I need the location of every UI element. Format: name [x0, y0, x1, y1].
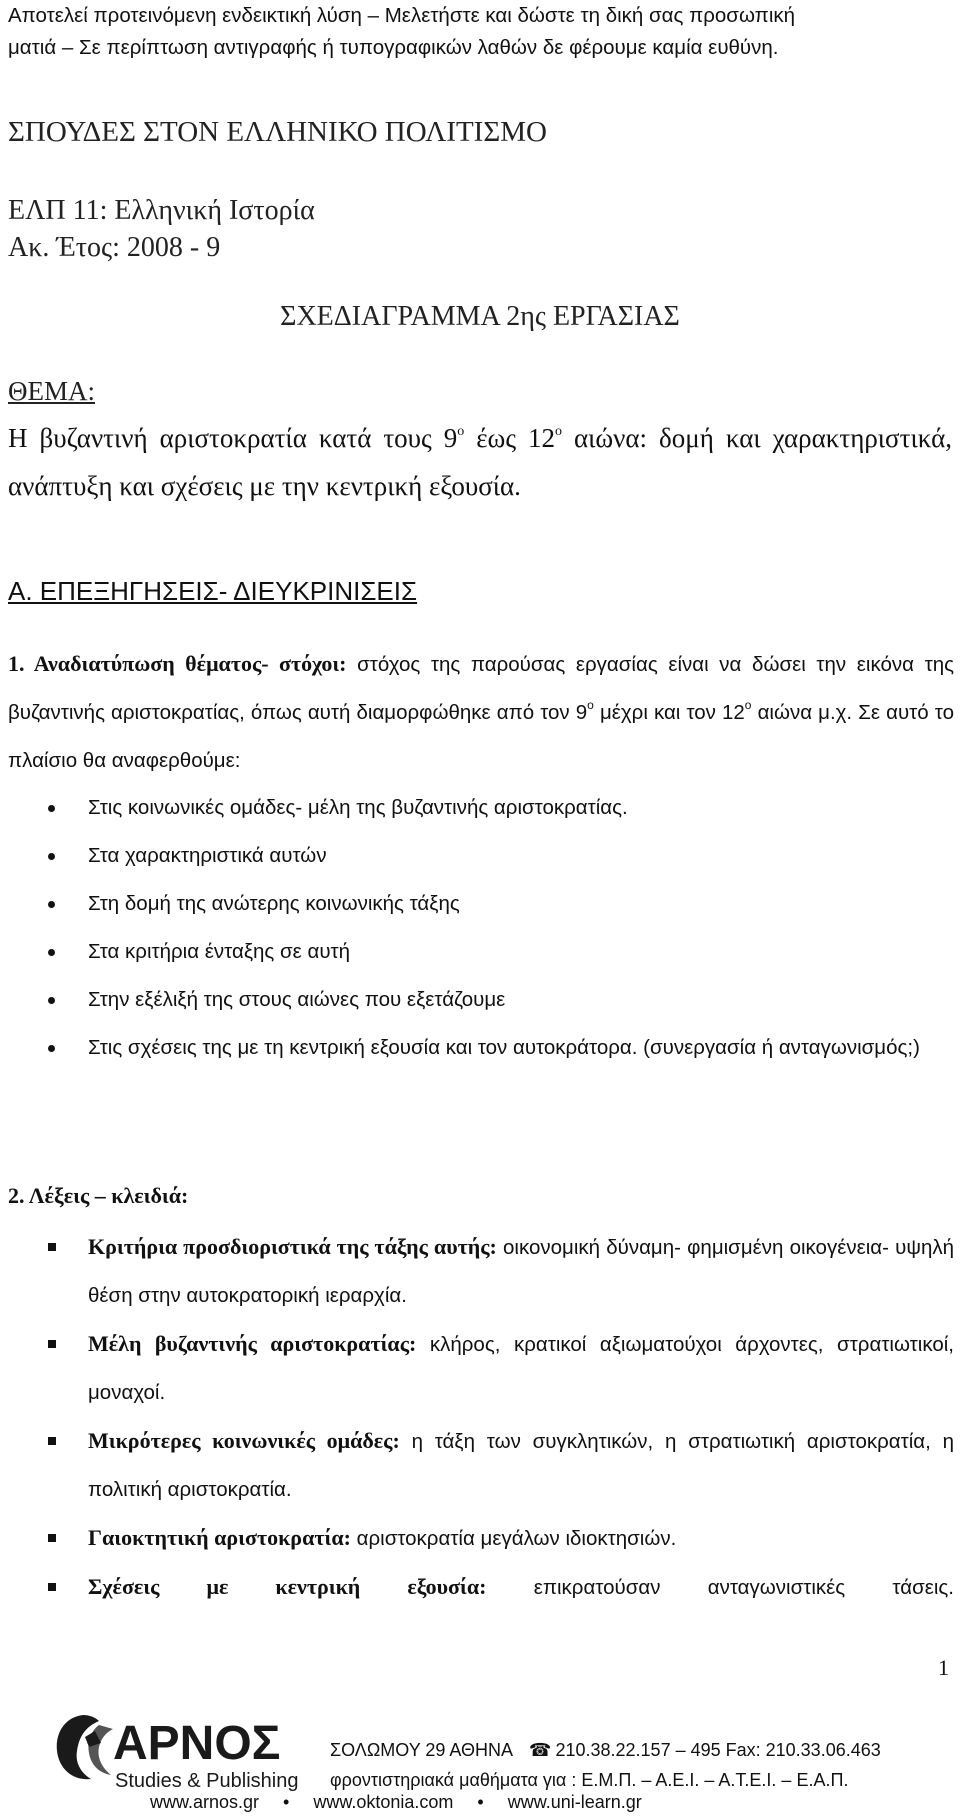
footer-tutoring: φροντιστηριακά μαθήματα για : Ε.Μ.Π. – Α.Ε.Ι. – Α.Τ.Ε.Ι. – Ε.Α.Π.	[330, 1770, 849, 1790]
logo-text: ΑΡΝΟΣ	[113, 1717, 281, 1770]
keyword-term: Σχέσεις με κεντρική εξουσία:	[88, 1574, 487, 1599]
theme-text-part: Η βυζαντινή αριστοκρατία κατά τους 9	[8, 423, 458, 453]
list-item	[8, 832, 954, 880]
keyword-term: Μικρότερες κοινωνικές ομάδες:	[88, 1428, 400, 1453]
disclaimer-line: ματιά – Σε περίπτωση αντιγραφής ή τυπογραφικών λαθών δε φέρουμε καμία ευθύνη.	[8, 36, 779, 59]
keyword-item	[8, 1417, 954, 1514]
keyword-text: κλήρος, κρατικοί αξιωματούχοι άρχοντες, στρατιωτικοί, μοναχοί.	[88, 1333, 954, 1404]
square-bullet-icon	[48, 1583, 56, 1591]
footer-address: ΣΟΛΩΜΟΥ 29 ΑΘΗΝΑ	[330, 1740, 514, 1760]
topics-list	[8, 784, 954, 1072]
keyword-term: Κριτήρια προσδιοριστικά της τάξης αυτής:	[88, 1234, 497, 1259]
keyword-item	[8, 1223, 954, 1320]
bullet-separator-icon: •	[477, 1792, 484, 1812]
list-item	[8, 1024, 954, 1072]
arnos-logo	[55, 1707, 315, 1797]
theme-label: ΘΕΜΑ:	[8, 376, 95, 406]
disclaimer-line: Αποτελεί προτεινόμενη ενδεικτική λύση – Μελετήστε και δώστε τη δική σας προσωπική	[8, 4, 796, 27]
phone-icon: ☎	[529, 1740, 552, 1760]
footer-contact	[330, 1735, 940, 1795]
theme-text-part: έως 12	[464, 423, 556, 453]
square-bullet-icon	[48, 1437, 56, 1445]
module-title: ΕΛΠ 11: Ελληνική Ιστορία	[8, 195, 315, 226]
keyword-text: οικονομική δύναμη- φημισμένη οικογένεια- υψηλή θέση στην αυτοκρατορική ιεραρχία.	[88, 1236, 955, 1307]
list-item-text: Στην εξέλιξή της στους αιώνες που εξετάζουμε	[88, 988, 506, 1011]
bullet-icon	[48, 901, 55, 908]
square-bullet-icon	[48, 1534, 56, 1542]
list-item	[8, 784, 954, 832]
point1-heading: 1. Αναδιατύπωση θέματος- στόχοι:	[8, 651, 347, 676]
point1-paragraph	[8, 640, 954, 785]
theme-text-part: αιώνα: δομή και χαρακτηριστικά, ανάπτυξη και σχέσεις με την κεντρική εξουσία.	[8, 423, 952, 501]
keyword-term: Γαιοκτητική αριστοκρατία:	[88, 1525, 351, 1550]
bullet-icon	[48, 949, 55, 956]
academic-year: Ακ. Έτος: 2008 - 9	[8, 232, 221, 263]
list-item	[8, 976, 954, 1024]
website-link[interactable]: www.oktonia.com	[313, 1792, 454, 1812]
bullet-icon	[48, 853, 55, 860]
bullet-icon	[48, 997, 55, 1004]
theme-text	[8, 414, 952, 510]
point1-text: αιώνα μ.χ. Σε αυτό το πλαίσιο θα αναφερθούμε:	[8, 701, 954, 772]
website-link[interactable]: www.arnos.gr	[150, 1792, 260, 1812]
keyword-term: Μέλη βυζαντινής αριστοκρατίας:	[88, 1331, 417, 1356]
keyword-text: η τάξη των συγκλητικών, η στρατιωτική αριστοκρατία, η πολιτική αριστοκρατία.	[88, 1430, 954, 1501]
list-item-text: Στις σχέσεις της με τη κεντρική εξουσία και τον αυτοκράτορα. (συνεργασία ή ανταγωνισμός;)	[88, 1036, 920, 1059]
superscript: ο	[555, 424, 563, 439]
point2-heading: 2. Λέξεις – κλειδιά:	[8, 1183, 189, 1208]
keyword-item	[8, 1514, 954, 1563]
superscript: ο	[587, 698, 594, 712]
bullet-icon	[48, 805, 55, 812]
list-item	[8, 880, 954, 928]
point1-text: στόχος της παρούσας εργασίας είναι να δώσει την εικόνα της βυζαντινής αριστοκρατίας, όπως αυτή διαμορφώθηκε από τον 9	[8, 653, 954, 724]
bullet-icon	[48, 1045, 55, 1052]
list-item-text: Στη δομή της ανώτερης κοινωνικής τάξης	[88, 892, 460, 915]
square-bullet-icon	[48, 1340, 56, 1348]
list-item	[8, 928, 954, 976]
disclaimer	[8, 0, 953, 64]
point1-text: μέχρι και τον 12	[593, 701, 745, 724]
keyword-text: επικρατούσαν ανταγωνιστικές τάσεις.	[486, 1576, 954, 1599]
list-item-text: Στις κοινωνικές ομάδες- μέλη της βυζαντινής αριστοκρατίας.	[88, 796, 628, 819]
logo-subtitle: Studies & Publishing	[115, 1770, 299, 1792]
course-title: ΣΠΟΥΔΕΣ ΣΤΟΝ ΕΛΛΗΝΙΚΟ ΠΟΛΙΤΙΣΜΟ	[8, 116, 547, 148]
website-link[interactable]: www.uni-learn.gr	[507, 1792, 642, 1812]
keywords-list	[8, 1223, 954, 1612]
plan-title: ΣΧΕΔΙΑΓΡΑΜΜΑ 2ης ΕΡΓΑΣΙΑΣ	[280, 301, 680, 332]
footer-websites	[150, 1792, 950, 1813]
keyword-text: αριστοκρατία μεγάλων ιδιοκτησιών.	[350, 1527, 677, 1550]
list-item-text: Στα χαρακτηριστικά αυτών	[88, 844, 327, 867]
square-bullet-icon	[48, 1243, 56, 1251]
superscript: ο	[744, 698, 752, 712]
list-item-text: Στα κριτήρια ένταξης σε αυτή	[88, 940, 351, 963]
keyword-item	[8, 1563, 954, 1612]
page-number: 1	[938, 1655, 949, 1680]
footer-phones: 210.38.22.157 – 495 Fax: 210.33.06.463	[555, 1740, 881, 1760]
superscript: ο	[457, 424, 465, 439]
footer-address-row	[330, 1735, 940, 1765]
keyword-item	[8, 1320, 954, 1417]
section-a-heading: Α. ΕΠΕΞΗΓΗΣΕΙΣ- ΔΙΕΥΚΡΙΝΙΣΕΙΣ	[8, 576, 418, 606]
bullet-separator-icon: •	[283, 1792, 290, 1812]
